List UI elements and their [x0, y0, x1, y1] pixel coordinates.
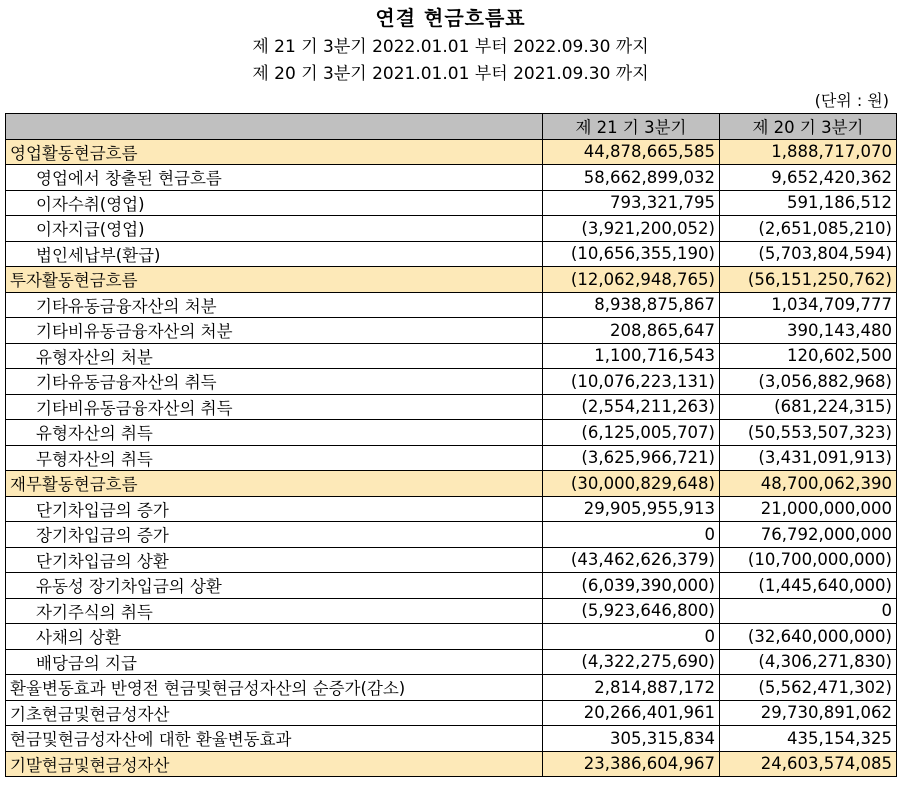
table-row: [6, 471, 897, 497]
current-period-value: 23,386,604,967: [543, 751, 720, 777]
prior-period-value: 76,792,000,000: [720, 522, 897, 548]
current-period-value: (4,322,275,690): [543, 649, 720, 675]
current-period-value: (5,923,646,800): [543, 598, 720, 624]
current-period-value: (3,921,200,052): [543, 216, 720, 242]
current-period-value: 0: [543, 522, 720, 548]
table-row: [6, 394, 897, 420]
table-row: [6, 420, 897, 446]
prior-period-value: (50,553,507,323): [720, 420, 897, 446]
cash-flow-table: [5, 113, 897, 777]
current-period-value: (2,554,211,263): [543, 394, 720, 420]
row-label: 투자활동현금흐름: [6, 267, 543, 293]
prior-period-value: 21,000,000,000: [720, 496, 897, 522]
row-label: 자기주식의 취득: [6, 598, 543, 624]
current-period-value: 0: [543, 624, 720, 650]
current-period-value: (6,039,390,000): [543, 573, 720, 599]
table-row: [6, 318, 897, 344]
header-current-period: 제 21 기 3분기: [543, 114, 720, 140]
table-row: [6, 700, 897, 726]
prior-period-value: (56,151,250,762): [720, 267, 897, 293]
row-label: 기타유동금융자산의 취득: [6, 369, 543, 395]
table-row: [6, 292, 897, 318]
row-label: 무형자산의 취득: [6, 445, 543, 471]
current-period-value: 1,100,716,543: [543, 343, 720, 369]
table-row: [6, 675, 897, 701]
row-label: 환율변동효과 반영전 현금및현금성자산의 순증가(감소): [6, 675, 543, 701]
table-row: [6, 445, 897, 471]
current-period-value: 20,266,401,961: [543, 700, 720, 726]
current-period-value: 2,814,887,172: [543, 675, 720, 701]
row-label: 법인세납부(환급): [6, 241, 543, 267]
page-title: 연결 현금흐름표: [375, 6, 526, 30]
table-row: [6, 496, 897, 522]
prior-period-value: 29,730,891,062: [720, 700, 897, 726]
table-header-row: [6, 114, 897, 140]
row-label: 유형자산의 처분: [6, 343, 543, 369]
table-row: [6, 547, 897, 573]
current-period-value: (30,000,829,648): [543, 471, 720, 497]
table-row: [6, 751, 897, 777]
prior-period-value: 591,186,512: [720, 190, 897, 216]
period-current: 제 21 기 3분기 2022.01.01 부터 2022.09.30 까지: [252, 37, 649, 57]
row-label: 단기차입금의 증가: [6, 496, 543, 522]
row-label: 영업활동현금흐름: [6, 139, 543, 165]
table-row: [6, 139, 897, 165]
prior-period-value: (3,431,091,913): [720, 445, 897, 471]
current-period-value: (3,625,966,721): [543, 445, 720, 471]
prior-period-value: 1,034,709,777: [720, 292, 897, 318]
row-label: 기말현금및현금성자산: [6, 751, 543, 777]
row-label: 유동성 장기차입금의 상환: [6, 573, 543, 599]
current-period-value: 793,321,795: [543, 190, 720, 216]
current-period-value: (12,062,948,765): [543, 267, 720, 293]
current-period-value: 44,878,665,585: [543, 139, 720, 165]
row-label: 사채의 상환: [6, 624, 543, 650]
prior-period-value: (32,640,000,000): [720, 624, 897, 650]
current-period-value: (43,462,626,379): [543, 547, 720, 573]
prior-period-value: 0: [720, 598, 897, 624]
row-label: 재무활동현금흐름: [6, 471, 543, 497]
table-row: [6, 726, 897, 752]
header-label-column: [6, 114, 543, 140]
row-label: 기타비유동금융자산의 처분: [6, 318, 543, 344]
period-prior: 제 20 기 3분기 2021.01.01 부터 2021.09.30 까지: [252, 64, 649, 84]
row-label: 기타비유동금융자산의 취득: [6, 394, 543, 420]
prior-period-value: (2,651,085,210): [720, 216, 897, 242]
row-label: 기초현금및현금성자산: [6, 700, 543, 726]
prior-period-value: (5,703,804,594): [720, 241, 897, 267]
table-row: [6, 343, 897, 369]
table-row: [6, 649, 897, 675]
table-row: [6, 573, 897, 599]
current-period-value: (10,656,355,190): [543, 241, 720, 267]
header-prior-period: 제 20 기 3분기: [720, 114, 897, 140]
prior-period-value: 24,603,574,085: [720, 751, 897, 777]
current-period-value: 8,938,875,867: [543, 292, 720, 318]
current-period-value: (10,076,223,131): [543, 369, 720, 395]
table-row: [6, 369, 897, 395]
current-period-value: 29,905,955,913: [543, 496, 720, 522]
table-row: [6, 598, 897, 624]
prior-period-value: (4,306,271,830): [720, 649, 897, 675]
prior-period-value: (3,056,882,968): [720, 369, 897, 395]
row-label: 장기차입금의 증가: [6, 522, 543, 548]
table-row: [6, 624, 897, 650]
prior-period-value: 435,154,325: [720, 726, 897, 752]
table-row: [6, 216, 897, 242]
row-label: 이자지급(영업): [6, 216, 543, 242]
current-period-value: (6,125,005,707): [543, 420, 720, 446]
row-label: 단기차입금의 상환: [6, 547, 543, 573]
prior-period-value: (1,445,640,000): [720, 573, 897, 599]
prior-period-value: 48,700,062,390: [720, 471, 897, 497]
prior-period-value: 9,652,420,362: [720, 165, 897, 191]
current-period-value: 305,315,834: [543, 726, 720, 752]
prior-period-value: (681,224,315): [720, 394, 897, 420]
row-label: 배당금의 지급: [6, 649, 543, 675]
prior-period-value: 390,143,480: [720, 318, 897, 344]
row-label: 영업에서 창출된 현금흐름: [6, 165, 543, 191]
table-row: [6, 241, 897, 267]
prior-period-value: (10,700,000,000): [720, 547, 897, 573]
current-period-value: 208,865,647: [543, 318, 720, 344]
row-label: 이자수취(영업): [6, 190, 543, 216]
table-row: [6, 267, 897, 293]
row-label: 기타유동금융자산의 처분: [6, 292, 543, 318]
row-label: 유형자산의 취득: [6, 420, 543, 446]
prior-period-value: 1,888,717,070: [720, 139, 897, 165]
prior-period-value: (5,562,471,302): [720, 675, 897, 701]
row-label: 현금및현금성자산에 대한 환율변동효과: [6, 726, 543, 752]
table-row: [6, 522, 897, 548]
unit-label: (단위 : 원): [814, 91, 889, 110]
prior-period-value: 120,602,500: [720, 343, 897, 369]
table-row: [6, 190, 897, 216]
table-row: [6, 165, 897, 191]
current-period-value: 58,662,899,032: [543, 165, 720, 191]
